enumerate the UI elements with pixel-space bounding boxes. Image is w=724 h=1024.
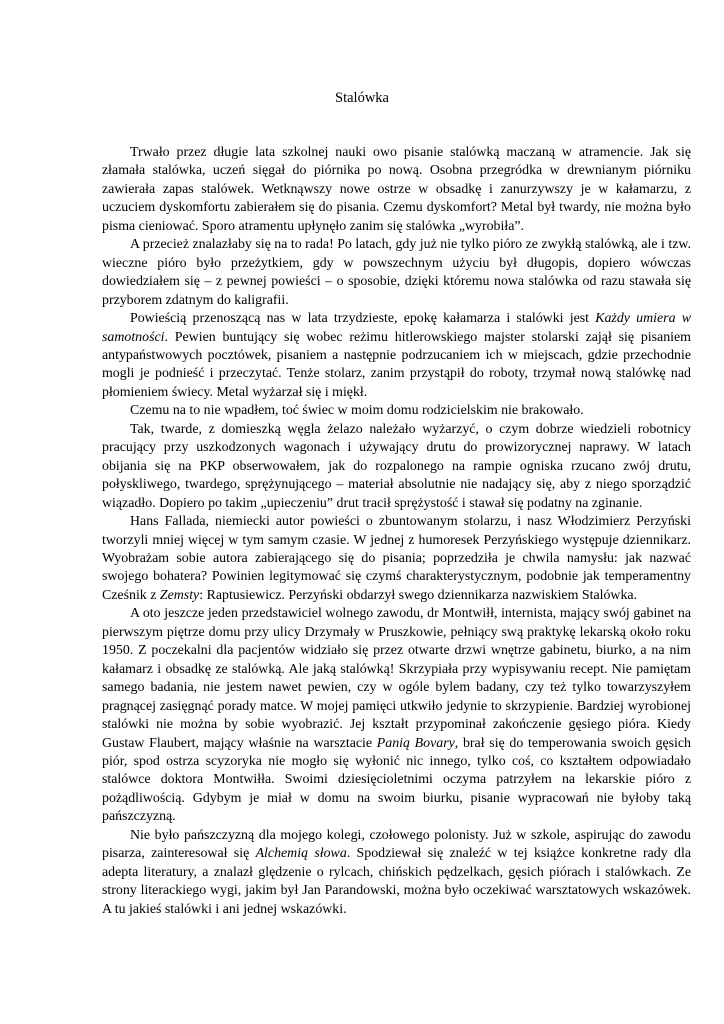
- text-span: A przecież znalazłaby się na to rada! Po latach, gdy już nie tylko pióro ze zwykłą stalówką, ale i tzw. wieczne pióro było przeżytkiem, gdy w powszechnym użyciu był długopis, dopiero wówczas dowiedziałem się – z pewnej powieści – o sposobie, dzięki któremu nowa stalówka od razu stawała się przyborem zdatnym do kaligrafii.: [102, 237, 691, 308]
- paragraph: [102, 144, 691, 236]
- text-span: , brał się do temperowania swoich gęsich piór, spod ostrza scyzoryka nie mogło się wyłonić nic innego, tylko coś, co kształtem odpowiadało stalówce doktora Montwiłła. Swoimi dziesięcioletnimi oczyma patrzyłem na lekarskie pióro z pożądliwością. Gdybym je miał w domu na swoim biurku, pisanie wypracowań nie byłoby taką pańszczyzną.: [102, 735, 691, 825]
- text-span: Hans Fallada, niemiecki autor powieści o zbuntowanym stolarzu, i nasz Włodzimierz Perzyński tworzyli mniej więcej w tym samym czasie. W jednej z humoresek Perzyńskiego występuje dziennikarz. Wyobrażam sobie autora zabierającego się do pisania; poprzedziła je chwila namysłu: jak nazwać swojego bohatera? Powinien legitymować się czymś charakterystycznym, podobnie jak temperamentny Cześnik z: [102, 514, 691, 603]
- text-span: Nie było pańszczyzną dla mojego kolegi, czołowego polonisty. Już w szkole, aspirując do zawodu pisarza, zainteresował się: [102, 827, 691, 862]
- italic-title-span: Każdy umiera w samotności: [102, 311, 691, 345]
- italic-title-span: Alchemią słowa: [255, 846, 347, 862]
- paragraph: [102, 827, 691, 919]
- document-body: [102, 144, 691, 919]
- text-span: . Pewien buntujący się wobec reżimu hitlerowskiego majster stolarski zajął się pisaniem antypaństwowych pocztówek, pisaniem a następnie podrzucaniem ich w miejscach, gdzie przechodnie mogli je podnieść i przeczytać. Tenże stolarz, zanim przystąpił do roboty, trzymał nową stalówkę nad płomieniem świecy. Metal wyżarzał się i miękł.: [102, 329, 691, 400]
- text-span: Tak, twarde, z domieszką węgla żelazo należało wyżarzyć, o czym dobrze wiedzieli robotnicy pracujący przy uszkodzonych wagonach i używający drutu do prowizorycznej naprawy. W latach obijania się na PKP obserwowałem, jak do rozpalonego na rampie ogniska rzucano zwój drutu, połyskliwego, twardego, sprężynującego – materiał absolutnie nie nadający się, aby z niego sporządzić wiązadło. Dopiero po takim „upieczeniu” drut tracił sprężystość i stawał się podatny na zginanie.: [102, 421, 691, 511]
- italic-title-span: Panią Bovary: [376, 735, 455, 751]
- paragraph: [102, 421, 691, 513]
- paragraph: [102, 605, 691, 826]
- paragraph: [102, 236, 691, 310]
- italic-title-span: Zemsty: [159, 587, 200, 603]
- text-span: : Raptusiewicz. Perzyński obdarzył swego dziennikarza nazwiskiem Stalówka.: [199, 587, 638, 603]
- text-span: Trwało przez długie lata szkolnej nauki owo pisanie stalówką maczaną w atramencie. Jak się złamała stalówka, uczeń sięgał do piórnika po nową. Osobna przegródka w drewnianym piórniku zawierała zapas stalówek. Wetknąwszy nowe ostrze w obsadkę i zanurzywszy je w kałamarzu, z uczuciem dyskomfortu zabierałem się do pisania. Czemu dyskomfort? Metal był twardy, nie można było pisma cieniować. Sporo atramentu upłynęło zanim się stalówka „wyrobiła”.: [102, 145, 691, 234]
- text-span: Powieścią przenoszącą nas w lata trzydzieste, epokę kałamarza i stalówki jest: [130, 311, 596, 327]
- text-span: Czemu na to nie wpadłem, toć świec w moim domu rodzicielskim nie brakowało.: [130, 403, 584, 419]
- paragraph: [102, 513, 691, 605]
- paragraph: [102, 402, 691, 420]
- page-title: Stalówka: [335, 90, 389, 106]
- text-span: . Spodziewał się znaleźć w tej książce konkretne rady dla adepta literatury, a znalazł ględzenie o rylcach, chińskich pędzelkach, gęsich piórach i stalówkach. Ze strony literackiego wygi, jakim był Jan Parandowski, można było oczekiwać warsztatowych wskazówek. A tu jakieś stalówki i ani jednej wskazówki.: [102, 846, 691, 917]
- text-span: A oto jeszcze jeden przedstawiciel wolnego zawodu, dr Montwiłł, internista, mający swój gabinet na pierwszym piętrze domu przy ulicy Drzymały w Pruszkowie, pełniący swą praktykę lekarską około roku 1950. Z poczekalni dla pacjentów widziało się przez otwarte drzwi wnętrze gabinetu, biurko, a na nim kałamarz i obsadkę ze stalówką. Ale jaką stalówką! Skrzypiała przy wypisywaniu recept. Nie pamiętam samego badania, nie jestem nawet pewien, czy w ogóle bylem badany, czy też tylko towarzyszyłem pragnącej zasięgnąć porady matce. W mojej pamięci utkwiło jedynie to skrzypienie. Bardziej wyrobionej stalówki nie można by sobie wyobrazić. Jej kształt przypominał zakończenie gęsiego pióra. Kiedy Gustaw Flaubert, mający właśnie na warsztacie: [102, 606, 691, 751]
- paragraph: [102, 310, 691, 402]
